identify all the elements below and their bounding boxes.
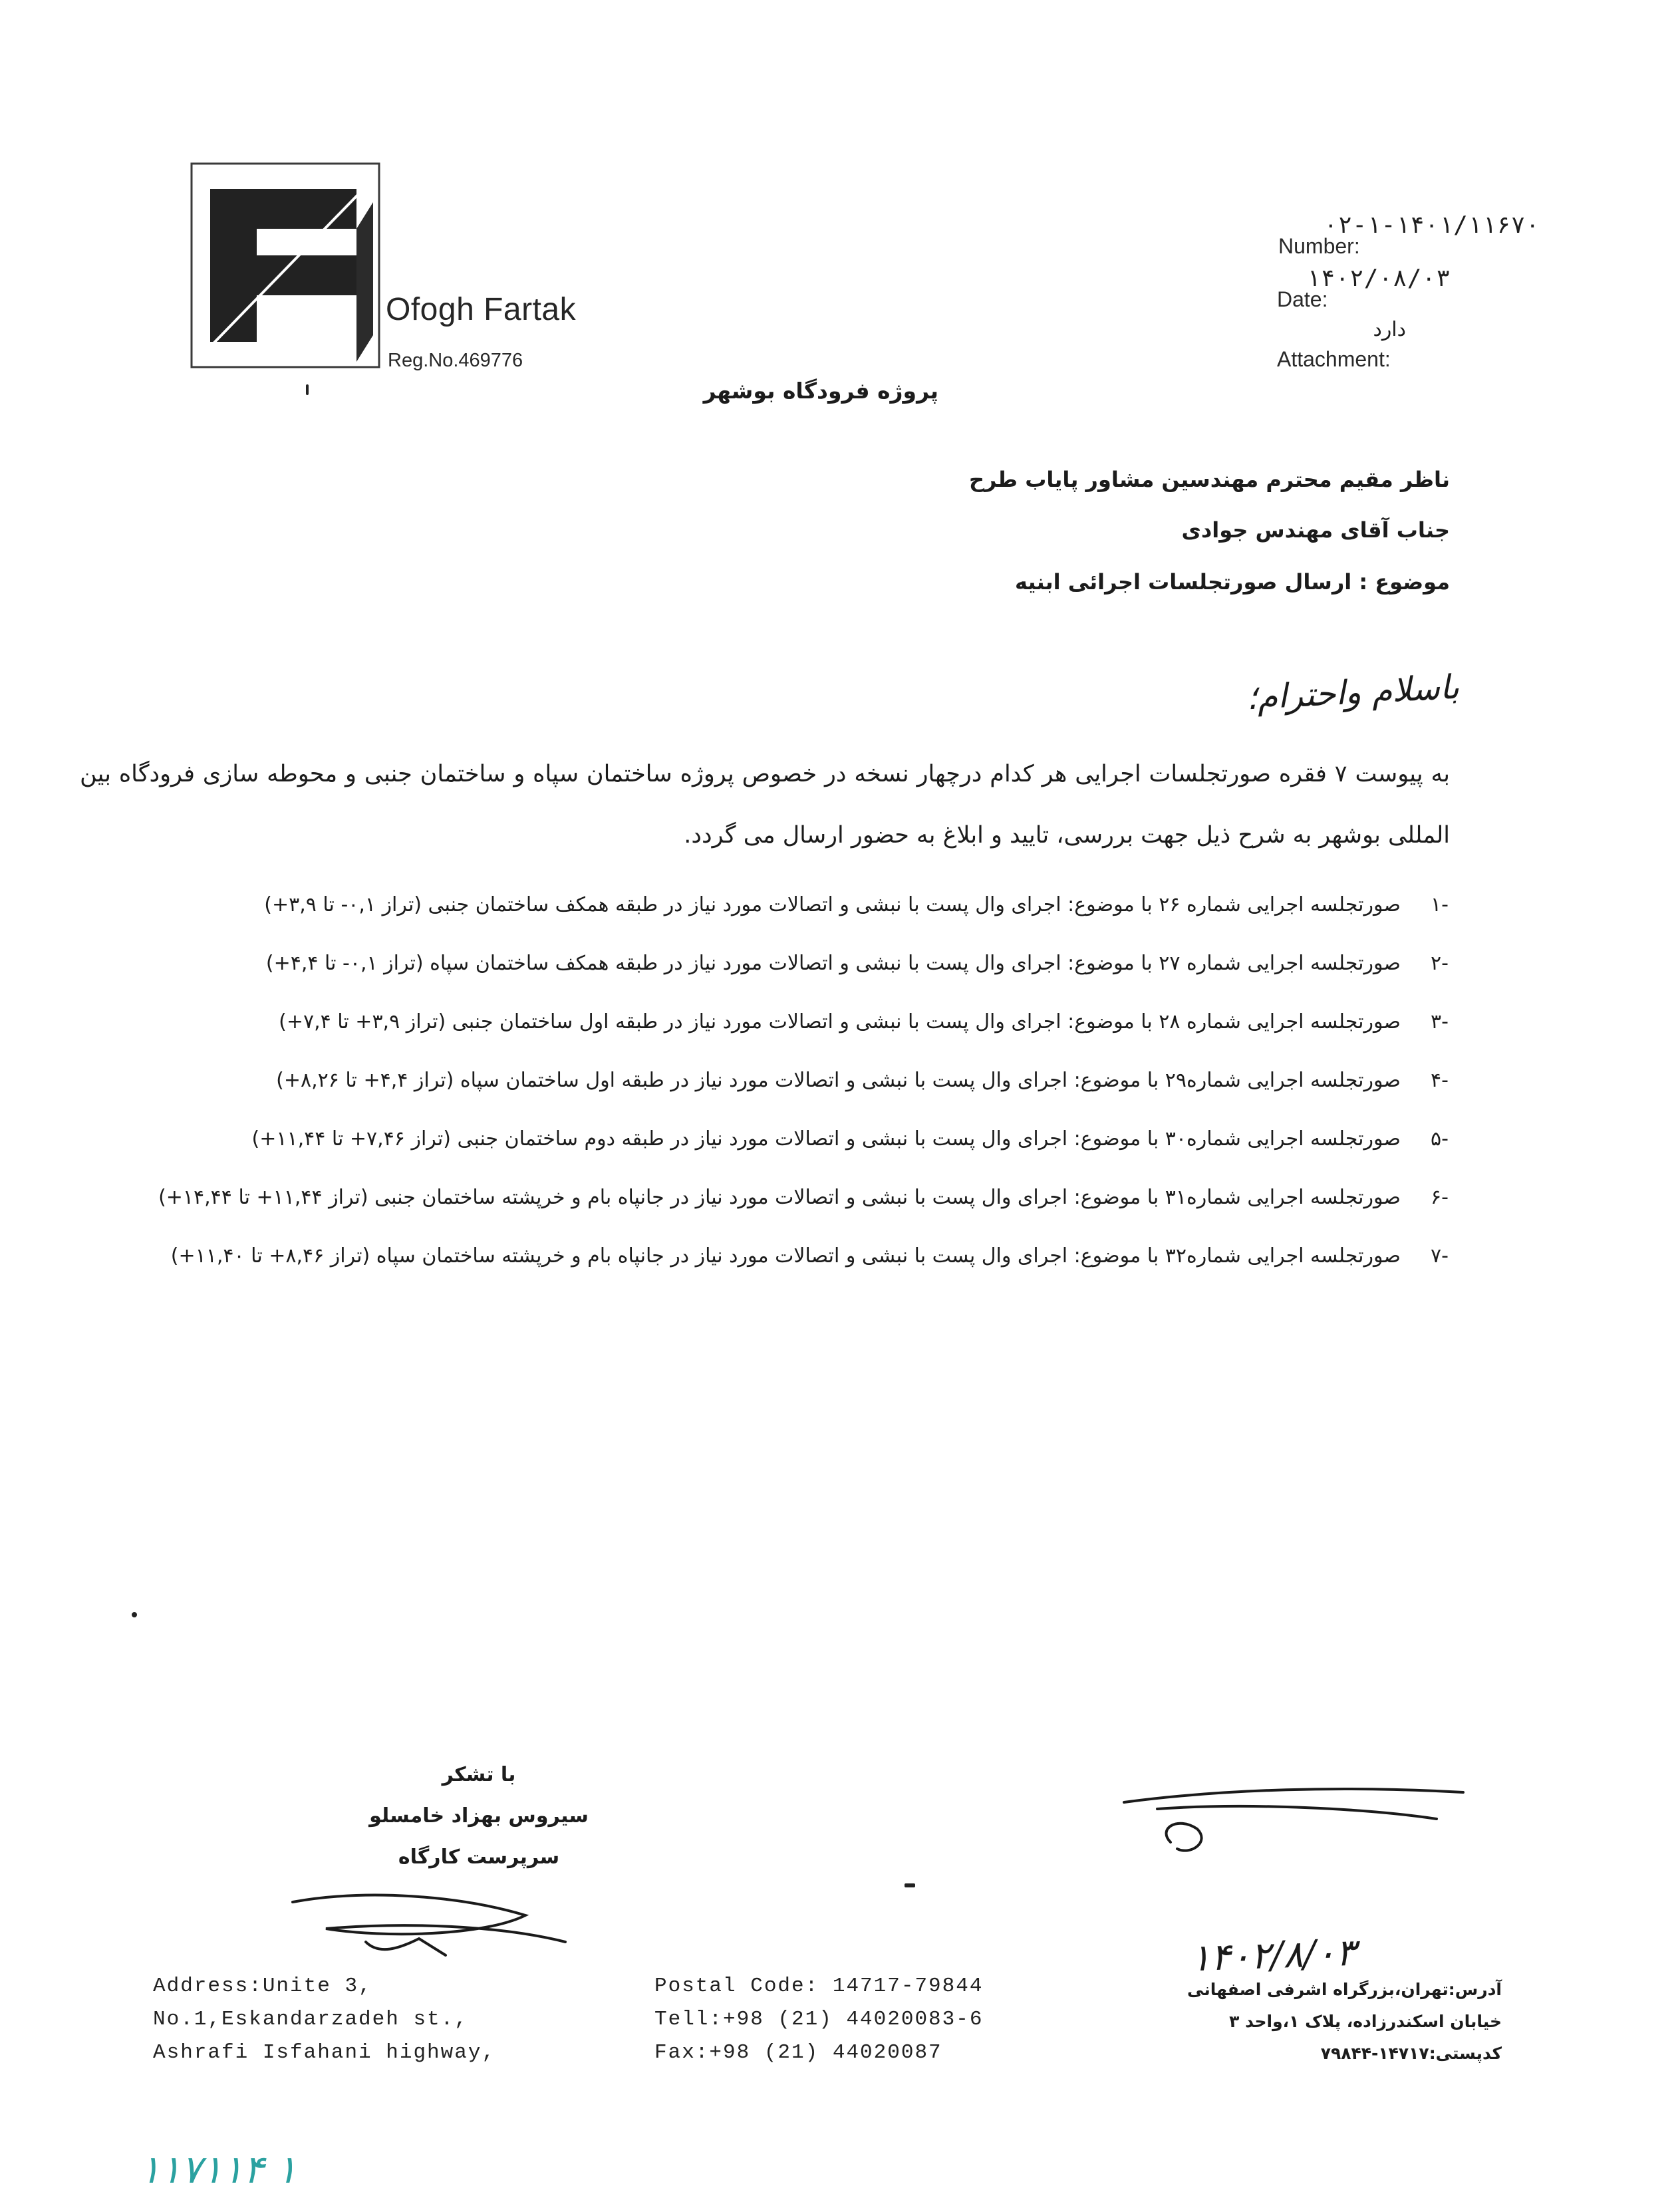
closing-text: با تشکر (442, 1763, 516, 1786)
addressee-line-2: جناب آقای مهندس جوادی (1181, 517, 1450, 543)
item-text: صورتجلسه اجرایی شماره ۲۸ با موضوع: اجرای وال پست با نبشی و اتصالات مورد نیاز در طبقه اول ساختمان جنبی (تراز ۳,۹+ تا ۷,۴+) (279, 1010, 1401, 1033)
item-text: صورتجلسه اجرایی شماره۲۹ با موضوع: اجرای وال پست با نبشی و اتصالات مورد نیاز در طبقه اول ساختمان سپاه (تراز ۴,۴+ تا ۸,۲۶+) (276, 1069, 1401, 1092)
item-text: صورتجلسه اجرایی شماره ۲۷ با موضوع: اجرای وال پست با نبشی و اتصالات مورد نیاز در طبقه همکف ساختمان سپاه (تراز ۰,۱- تا ۴,۴+) (265, 952, 1401, 975)
signatory-title: سرپرست کارگاه (398, 1846, 560, 1869)
signature-left-icon (286, 1875, 658, 1962)
list-item (77, 878, 1449, 932)
item-number: -۴ (1431, 1069, 1449, 1092)
footer-contact (654, 1970, 983, 2070)
item-number: -۶ (1431, 1186, 1449, 1209)
attachment-value: دارد (1373, 318, 1406, 341)
greeting: باسلام واحترام؛ (1245, 667, 1461, 718)
scan-speck (306, 384, 309, 395)
list-item (77, 1170, 1449, 1225)
item-number: -۱ (1431, 893, 1449, 916)
footer-address-fa (1156, 1974, 1502, 2070)
list-item (77, 1229, 1449, 1284)
archive-number: ۱۱۷۱۱۴ ۱ (140, 2147, 297, 2192)
registration-number: Reg.No.469776 (388, 350, 523, 371)
letter-date-label: Date: (1277, 287, 1328, 311)
item-number: -۳ (1431, 1010, 1449, 1033)
project-title: پروژه فرودگاه بوشهر (703, 378, 938, 404)
item-text: صورتجلسه اجرایی شماره۳۲ با موضوع: اجرای وال پست با نبشی و اتصالات مورد نیاز در جانپاه بام و خرپشته ساختمان سپاه (تراز ۸,۴۶+ تا ۱۱,۴۰+) (170, 1244, 1401, 1268)
company-logo (190, 162, 380, 368)
letter-number-label: Number: (1278, 234, 1360, 258)
phone-number: Tell:+98 (21) 44020083-6 (654, 2008, 984, 2031)
scan-speck (905, 1883, 915, 1887)
list-item (77, 1112, 1449, 1166)
item-text: صورتجلسه اجرایی شماره ۲۶ با موضوع: اجرای وال پست با نبشی و اتصالات مورد نیاز در طبقه همکف ساختمان جنبی (تراز ۰,۱- تا ۳,۹+) (264, 893, 1401, 916)
letter-date-value: ۱۴۰۲/۰۸/۰۳ (1306, 265, 1451, 292)
company-name: Ofogh Fartak (386, 292, 577, 327)
postal-code: Postal Code: 14717-79844 (654, 1975, 984, 1998)
address-line: Address:Unite 3, (153, 1975, 372, 1998)
address-line: خیابان اسکندرزاده، پلاک ۱،واحد ۳ (1229, 2012, 1502, 2031)
addressee-line-1: ناظر مقیم محترم مهندسین مشاور پایاب طرح (968, 467, 1450, 492)
minutes-list (77, 878, 1449, 1288)
item-text: صورتجلسه اجرایی شماره۳۱ با موضوع: اجرای وال پست با نبشی و اتصالات مورد نیاز در جانپاه بام و خرپشته ساختمان جنبی (تراز ۱۱,۴۴+ تا ۱۴,۴۴+) (158, 1186, 1401, 1209)
signature-block-left (293, 1754, 665, 1878)
item-number: -۷ (1431, 1244, 1449, 1268)
fax-number: Fax:+98 (21) 44020087 (654, 2041, 942, 2064)
address-line: No.1,Eskandarzadeh st., (153, 2008, 468, 2031)
letter-number-value: ۰۲-۱-۱۴۰۱/۱۱۶۷۰ (1324, 211, 1540, 239)
list-item (77, 995, 1449, 1049)
list-item (77, 1053, 1449, 1108)
subject-line: موضوع : ارسال صورتجلسات اجرائی ابنیه (1015, 569, 1450, 595)
item-text: صورتجلسه اجرایی شماره۳۰ با موضوع: اجرای وال پست با نبشی و اتصالات مورد نیاز در طبقه دوم ساختمان جنبی (تراز ۷,۴۶+ تا ۱۱,۴۴+) (251, 1127, 1401, 1151)
address-line: کدپستی:۱۴۷۱۷-۷۹۸۴۴ (1320, 2044, 1502, 2063)
intro-paragraph: به پیوست ۷ فقره صورتجلسات اجرایی هر کدام درچهار نسخه در خصوص پروژه ساختمان سپاه و ساختمان جنبی و محوطه سازی فرودگاه بین المللی بوشهر به شرح ذیل جهت بررسی، تایید و ابلاغ به حضور ارسال می گردد. (80, 761, 1450, 849)
handwritten-date: ۱۴۰۲/۸/۰۳ (1189, 1931, 1357, 1981)
signature-right-icon (1117, 1782, 1476, 1882)
signatory-name: سیروس بهزاد خامسلو (369, 1804, 589, 1828)
address-line: آدرس:تهران،بزرگراه اشرفی اصفهانی (1187, 1980, 1502, 1999)
scan-speck (132, 1612, 137, 1617)
item-number: -۲ (1431, 952, 1449, 975)
item-number: -۵ (1431, 1127, 1449, 1151)
list-item (77, 936, 1449, 991)
address-line: Ashrafi Isfahani highway, (153, 2041, 496, 2064)
footer-address-en (153, 1970, 495, 2070)
attachment-label: Attachment: (1277, 347, 1391, 371)
